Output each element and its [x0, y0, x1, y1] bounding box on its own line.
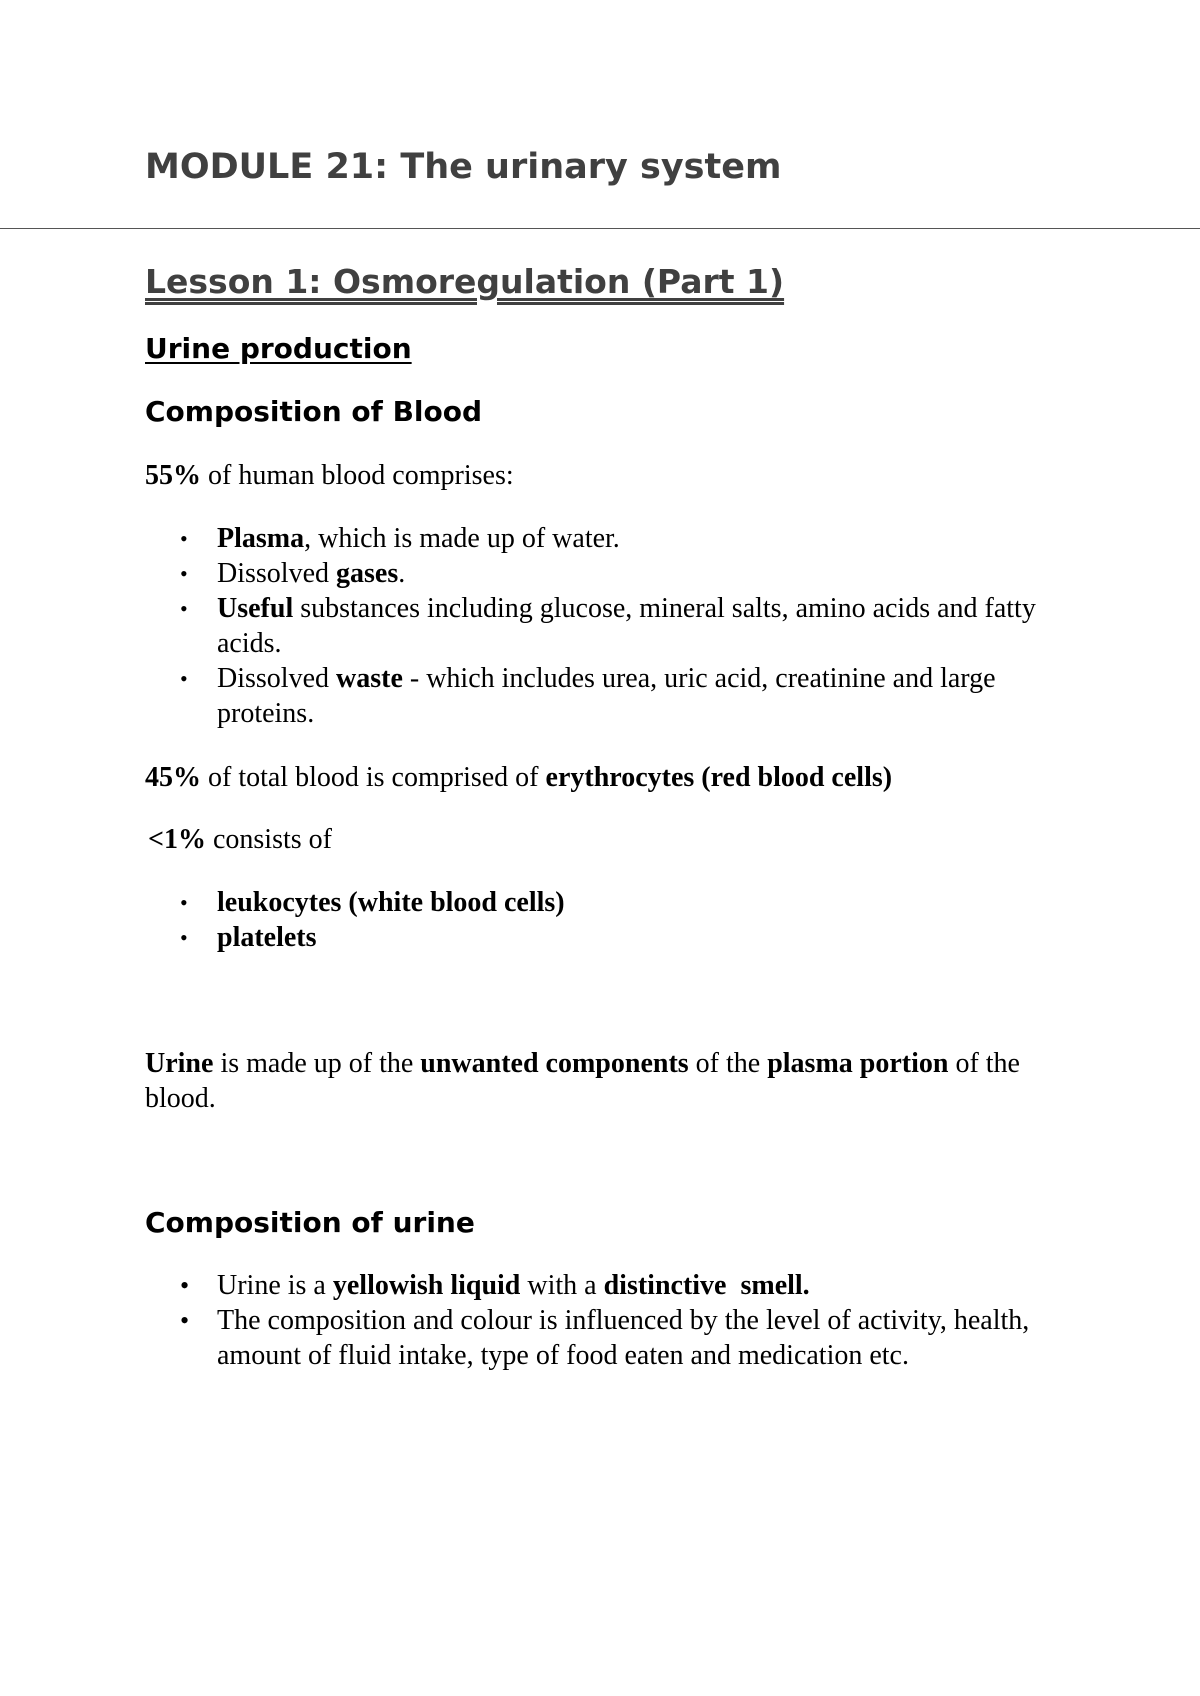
bold-text: waste — [336, 663, 403, 694]
bullet-icon: • — [180, 890, 188, 915]
list-item — [145, 661, 1065, 731]
bullet-icon: • — [180, 596, 188, 621]
bold-text: erythrocytes (red blood cells) — [545, 762, 893, 793]
list-item — [145, 556, 1065, 591]
paragraph-55-percent — [145, 458, 514, 493]
bold-text: 45% — [145, 762, 201, 793]
bullet-icon: • — [180, 561, 188, 586]
text: - which includes urea, uric acid, creatinine and large proteins. — [217, 663, 996, 729]
bold-text: platelets — [217, 922, 317, 953]
text: Dissolved — [217, 663, 336, 694]
list-item — [145, 1268, 1065, 1303]
text: of the blood. — [145, 1048, 1020, 1114]
bullet-icon: • — [180, 1306, 190, 1335]
list-item — [145, 885, 1065, 920]
list-item — [145, 1303, 1065, 1373]
bold-text: plasma portion — [767, 1048, 949, 1079]
text: consists of — [205, 824, 332, 855]
text: , which is made up of water. — [304, 523, 620, 554]
paragraph-45-percent — [145, 760, 892, 795]
list-item — [145, 521, 1065, 556]
paragraph-1-percent — [148, 822, 332, 857]
bold-text: Useful — [217, 593, 294, 624]
bullet-icon: • — [180, 666, 188, 691]
section-title: Urine production — [145, 332, 412, 365]
urine-paragraph — [145, 1046, 1065, 1116]
bold-text: yellowish liquid — [332, 1270, 521, 1301]
urine-heading: Composition of urine — [145, 1206, 475, 1239]
urine-composition-list — [145, 1268, 1065, 1373]
horizontal-rule — [0, 228, 1200, 229]
list-item — [145, 920, 1065, 955]
blood-heading: Composition of Blood — [145, 395, 483, 428]
text: is made up of the — [213, 1048, 421, 1079]
bold-text: Plasma — [217, 523, 305, 554]
bold-text: distinctive smell. — [603, 1270, 810, 1301]
text: . — [398, 558, 406, 589]
text: Urine is a — [217, 1270, 333, 1301]
bullet-icon: • — [180, 925, 188, 950]
bold-text: unwanted components — [420, 1048, 689, 1079]
text: of total blood is comprised of — [201, 762, 546, 793]
plasma-components-list — [145, 521, 1065, 731]
text: with a — [520, 1270, 604, 1301]
text: Dissolved — [217, 558, 336, 589]
cells-list — [145, 885, 1065, 955]
text: The composition and colour is influenced by the level of activity, health, amount of fluid intake, type of food eaten and medication etc. — [217, 1305, 1030, 1371]
text: of the — [688, 1048, 768, 1079]
text: of human blood comprises: — [201, 460, 514, 491]
text: substances including glucose, mineral salts, amino acids and fatty acids. — [217, 593, 1036, 659]
lesson-title: Lesson 1: Osmoregulation (Part 1) — [145, 262, 785, 301]
module-title: MODULE 21: The urinary system — [145, 147, 782, 187]
bold-text: 55% — [145, 460, 201, 491]
bold-text: leukocytes (white blood cells) — [217, 887, 565, 918]
list-item — [145, 591, 1065, 661]
bullet-icon: • — [180, 526, 188, 551]
bullet-icon: • — [180, 1271, 190, 1300]
bold-text: Urine — [145, 1048, 214, 1079]
bold-text: gases — [336, 558, 399, 589]
bold-text: <1% — [148, 824, 206, 855]
